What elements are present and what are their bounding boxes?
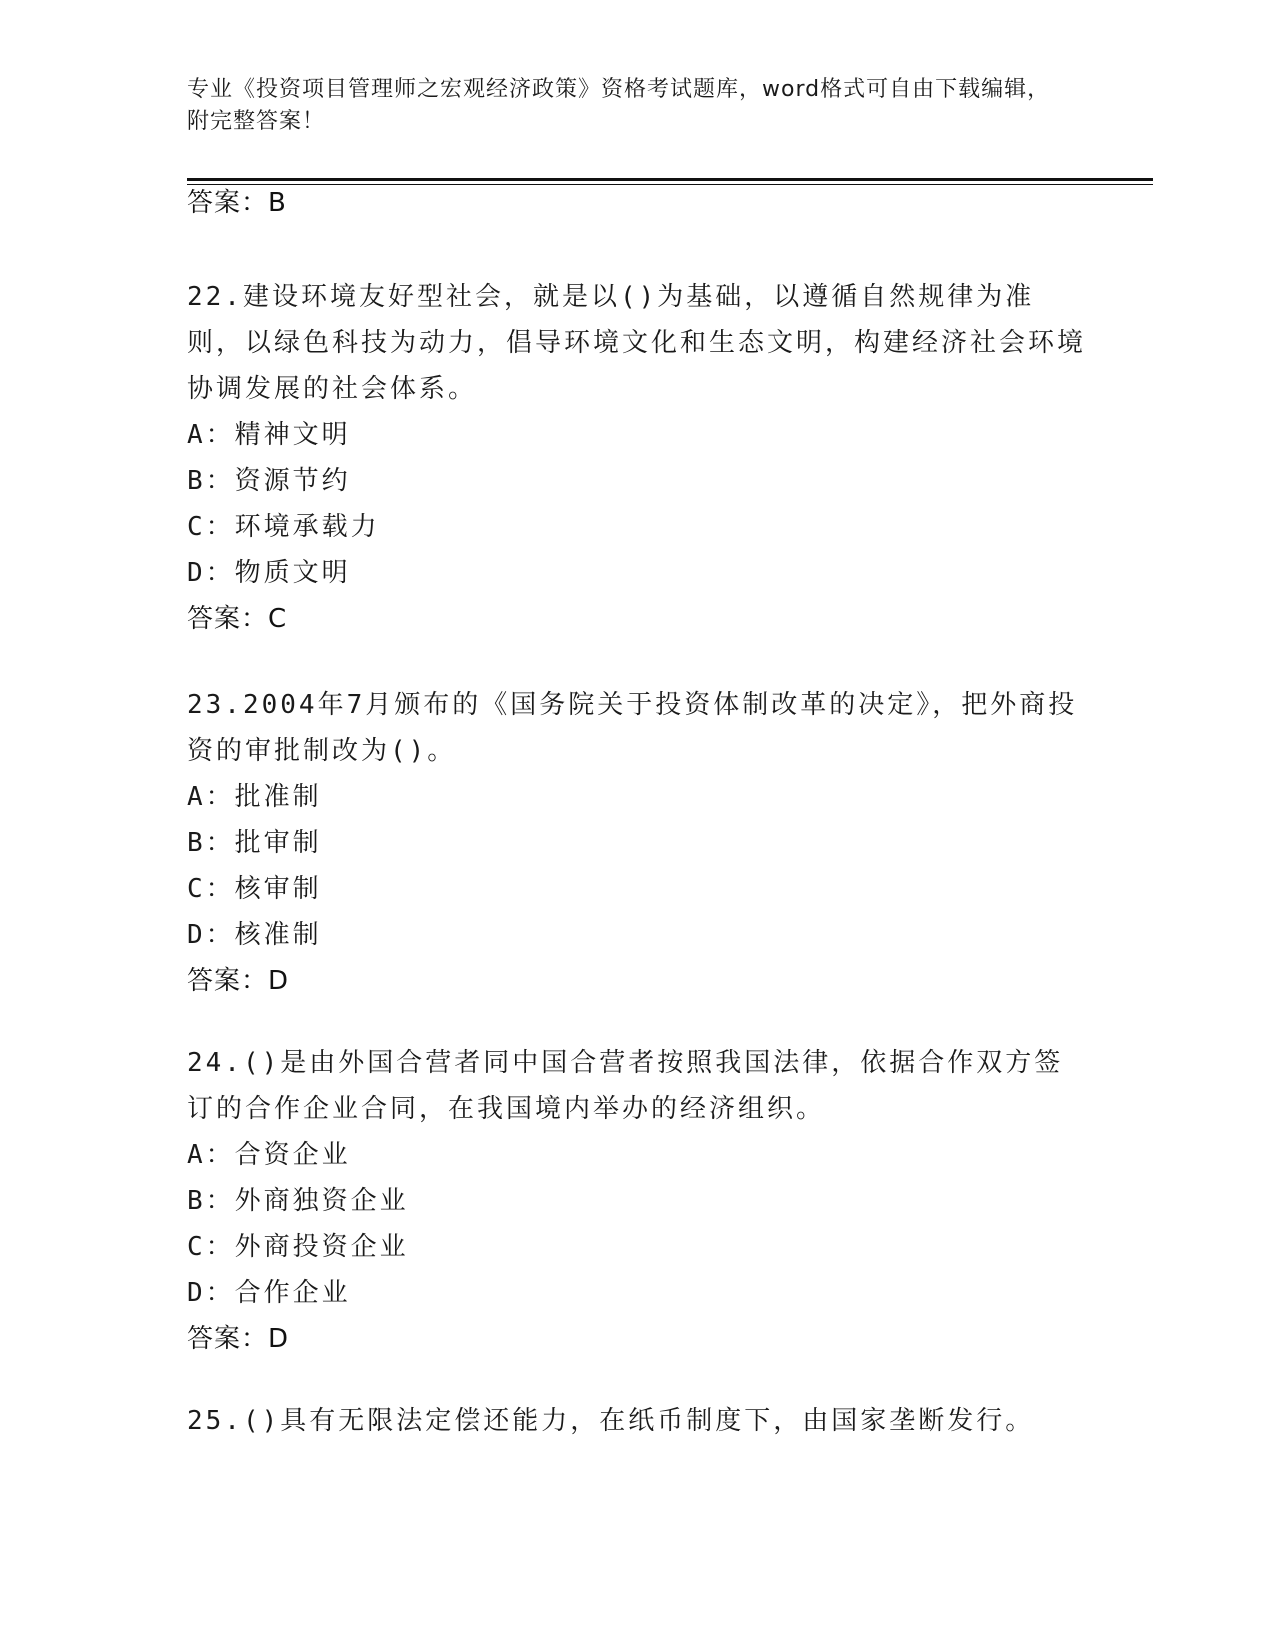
question-text: 25.()具有无限法定偿还能力，在纸币制度下，由国家垄断发行。 [187,1406,1035,1436]
option-a: A：精神文明 [187,420,351,450]
answer-line: 答案：D [187,966,290,996]
answer-line: 答案：C [187,604,288,634]
option-c: C：外商投资企业 [187,1232,409,1262]
answer-line: 答案：B [187,188,287,218]
option-d: D：合作企业 [187,1278,351,1308]
previous-answer-block [187,180,1087,226]
question-24 [187,1040,1087,1362]
question-text: 22.建设环境友好型社会，就是以()为基础，以遵循自然规律为准则，以绿色科技为动力，倡导环境文化和生态文明，构建经济社会环境协调发展的社会体系。 [187,282,1087,404]
question-text: 24.()是由外国合营者同中国合营者按照我国法律，依据合作双方签订的合作企业合同，在我国境内举办的经济组织。 [187,1048,1064,1124]
option-c: C：核审制 [187,874,322,904]
option-c: C：环境承载力 [187,512,380,542]
option-d: D：核准制 [187,920,322,950]
option-b: B：批审制 [187,828,322,858]
option-b: B：资源节约 [187,466,351,496]
document-header: 专业《投资项目管理师之宏观经济政策》资格考试题库，word格式可自由下载编辑，附完整答案！ [187,77,1051,134]
option-a: A：批准制 [187,782,322,812]
question-22 [187,274,1087,642]
option-b: B：外商独资企业 [187,1186,409,1216]
option-d: D：物质文明 [187,558,351,588]
option-a: A：合资企业 [187,1140,351,1170]
answer-line: 答案：D [187,1324,290,1354]
question-25 [187,1398,1087,1444]
question-text: 23.2004年7月颁布的《国务院关于投资体制改革的决定》，把外商投资的审批制改为()。 [187,690,1078,766]
question-23 [187,682,1087,1004]
